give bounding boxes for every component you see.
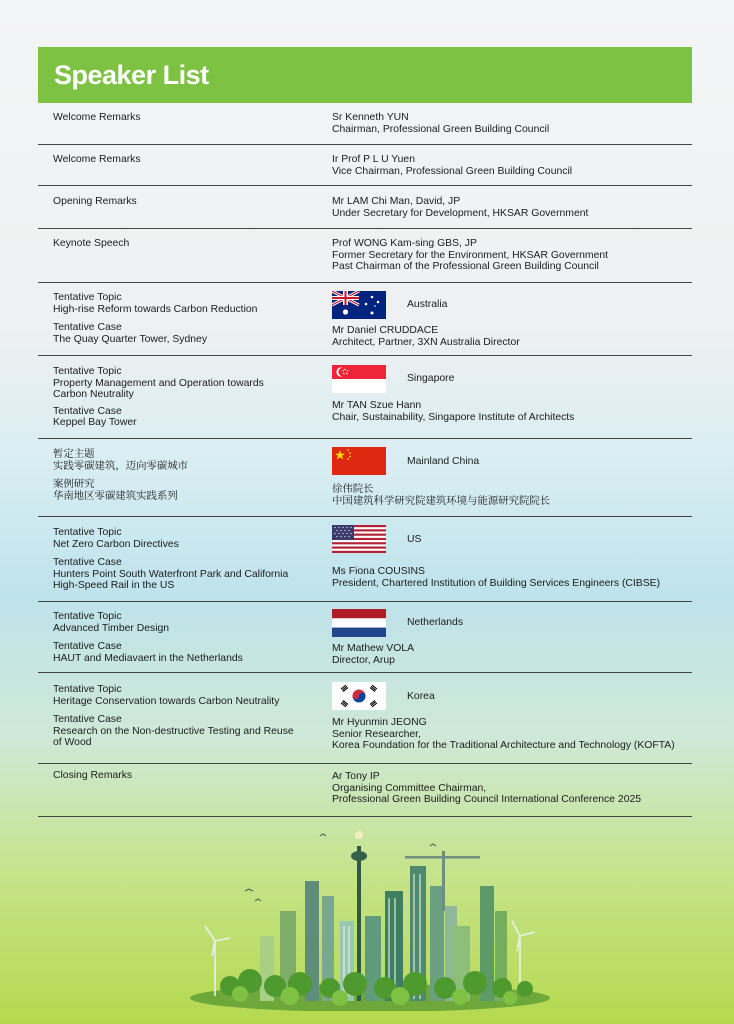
topic-title: 实践零碳建筑，迈向零碳城市	[53, 460, 189, 472]
country-name: US	[407, 534, 422, 545]
speaker-role: Organising Committee Chairman,	[332, 782, 487, 794]
session-title: Closing Remarks	[53, 770, 133, 781]
session-label	[53, 154, 313, 166]
speaker-name: Mr LAM Chi Man, David, JP	[332, 196, 461, 207]
us-flag	[332, 525, 386, 553]
topic-title: Carbon Neutrality	[53, 389, 134, 401]
session-label	[53, 196, 313, 208]
singapore-flag	[332, 365, 386, 393]
speaker-info	[332, 717, 692, 752]
topic-label: Tentative Topic	[53, 292, 122, 303]
country-name: Mainland China	[407, 456, 480, 467]
speaker-name: Mr Daniel CRUDDACE	[332, 325, 439, 336]
table-row	[38, 439, 692, 517]
case-label: Tentative Case	[53, 322, 122, 334]
table-row	[38, 673, 692, 764]
speaker-list-header	[38, 47, 692, 103]
speaker-role: Architect, Partner, 3XN Australia Director	[332, 336, 520, 348]
speaker-info	[332, 643, 692, 666]
session-title: Opening Remarks	[53, 196, 137, 207]
case-title: Hunters Point South Waterfront Park and California	[53, 568, 289, 580]
topic-title: Property Management and Operation towards	[53, 377, 264, 389]
netherlands-flag	[332, 609, 386, 637]
table-row	[38, 517, 692, 602]
china-flag	[332, 447, 386, 475]
speaker-info	[332, 771, 692, 806]
case-label: Tentative Case	[53, 714, 122, 726]
case-title: High-Speed Rail in the US	[53, 580, 175, 592]
table-row	[38, 764, 692, 817]
topic-title: Heritage Conservation towards Carbon Neutrality	[53, 695, 280, 707]
speaker-name: Mr TAN Szue Hann	[332, 400, 422, 411]
topic-label: Tentative Topic	[53, 684, 122, 695]
page-title: Speaker List	[54, 59, 209, 90]
korea-flag	[332, 682, 386, 710]
topic-label: 暂定主题	[53, 449, 95, 460]
speaker-role: Korea Foundation for the Traditional Architecture and Technology (KOFTA)	[332, 740, 675, 752]
session-label	[53, 366, 313, 429]
case-title: HAUT and Mediavaert in the Netherlands	[53, 652, 243, 664]
speaker-name: Mr Mathew VOLA	[332, 643, 414, 654]
speaker-name: Mr Hyunmin JEONG	[332, 717, 427, 728]
case-label: Tentative Case	[53, 405, 122, 417]
speaker-role: Vice Chairman, Professional Green Building Council	[332, 165, 573, 177]
case-title: Research on the Non-destructive Testing and Reuse	[53, 725, 294, 737]
topic-label: Tentative Topic	[53, 611, 122, 622]
country-name: Korea	[407, 691, 435, 702]
topic-label: Tentative Topic	[53, 527, 122, 538]
case-label: 案例研究	[53, 479, 95, 491]
table-row	[38, 103, 692, 145]
speaker-name: Ar Tony IP	[332, 771, 380, 782]
speaker-name: Ms Fiona COUSINS	[332, 566, 425, 577]
table-row	[38, 283, 692, 356]
speaker-name: 徐伟院长	[332, 484, 374, 495]
speaker-info	[332, 238, 692, 273]
country-name: Singapore	[407, 373, 455, 384]
speaker-info	[332, 112, 692, 135]
speaker-role: Chair, Sustainability, Singapore Institute of Architects	[332, 411, 575, 423]
case-title: The Quay Quarter Tower, Sydney	[53, 333, 208, 345]
speaker-info	[332, 400, 692, 423]
speaker-role: Professional Green Building Council International Conference 2025	[332, 794, 642, 806]
session-label	[53, 527, 313, 592]
speaker-role: Senior Researcher,	[332, 728, 421, 740]
session-label	[53, 292, 313, 345]
session-label	[53, 684, 313, 749]
table-row	[38, 602, 692, 673]
session-title: Welcome Remarks	[53, 154, 141, 165]
speaker-info	[332, 566, 692, 589]
session-label	[53, 238, 313, 250]
speaker-info	[332, 154, 692, 177]
session-label	[53, 112, 313, 124]
topic-title: Net Zero Carbon Directives	[53, 538, 179, 550]
speaker-role: Chairman, Professional Green Building Council	[332, 123, 550, 135]
speaker-role: Past Chairman of the Professional Green Building Council	[332, 261, 599, 273]
topic-title: Advanced Timber Design	[53, 622, 170, 634]
speaker-role: Former Secretary for the Environment, HKSAR Government	[332, 249, 609, 261]
case-label: Tentative Case	[53, 641, 122, 653]
case-label: Tentative Case	[53, 557, 122, 569]
speaker-name: Sr Kenneth YUN	[332, 112, 409, 123]
speaker-role: President, Chartered Institution of Building Services Engineers (CIBSE)	[332, 577, 661, 589]
speaker-info	[332, 484, 692, 507]
country-name: Australia	[407, 299, 448, 310]
case-title: Keppel Bay Tower	[53, 417, 137, 429]
case-title: of Wood	[53, 737, 92, 749]
table-row	[38, 356, 692, 439]
speaker-info	[332, 325, 692, 348]
australia-flag	[332, 291, 386, 319]
speaker-role: Director, Arup	[332, 654, 395, 666]
country-name: Netherlands	[407, 617, 464, 628]
table-row	[38, 229, 692, 283]
topic-title: High-rise Reform towards Carbon Reduction	[53, 303, 258, 315]
speaker-role: 中国建筑科学研究院建筑环境与能源研究院院长	[332, 495, 551, 507]
speaker-info	[332, 196, 692, 219]
green-city-illustration	[190, 826, 550, 1011]
case-title: 华南地区零碳建筑实践系列	[53, 490, 178, 502]
session-label	[53, 770, 313, 782]
topic-label: Tentative Topic	[53, 366, 122, 377]
table-row	[38, 186, 692, 229]
table-row	[38, 145, 692, 186]
speaker-table	[38, 103, 692, 817]
speaker-name: Ir Prof P L U Yuen	[332, 154, 415, 165]
speaker-name: Prof WONG Kam-sing GBS, JP	[332, 238, 477, 249]
session-title: Keynote Speech	[53, 238, 130, 249]
session-label	[53, 611, 313, 664]
speaker-role: Under Secretary for Development, HKSAR Government	[332, 207, 589, 219]
session-title: Welcome Remarks	[53, 112, 141, 123]
session-label	[53, 449, 313, 502]
